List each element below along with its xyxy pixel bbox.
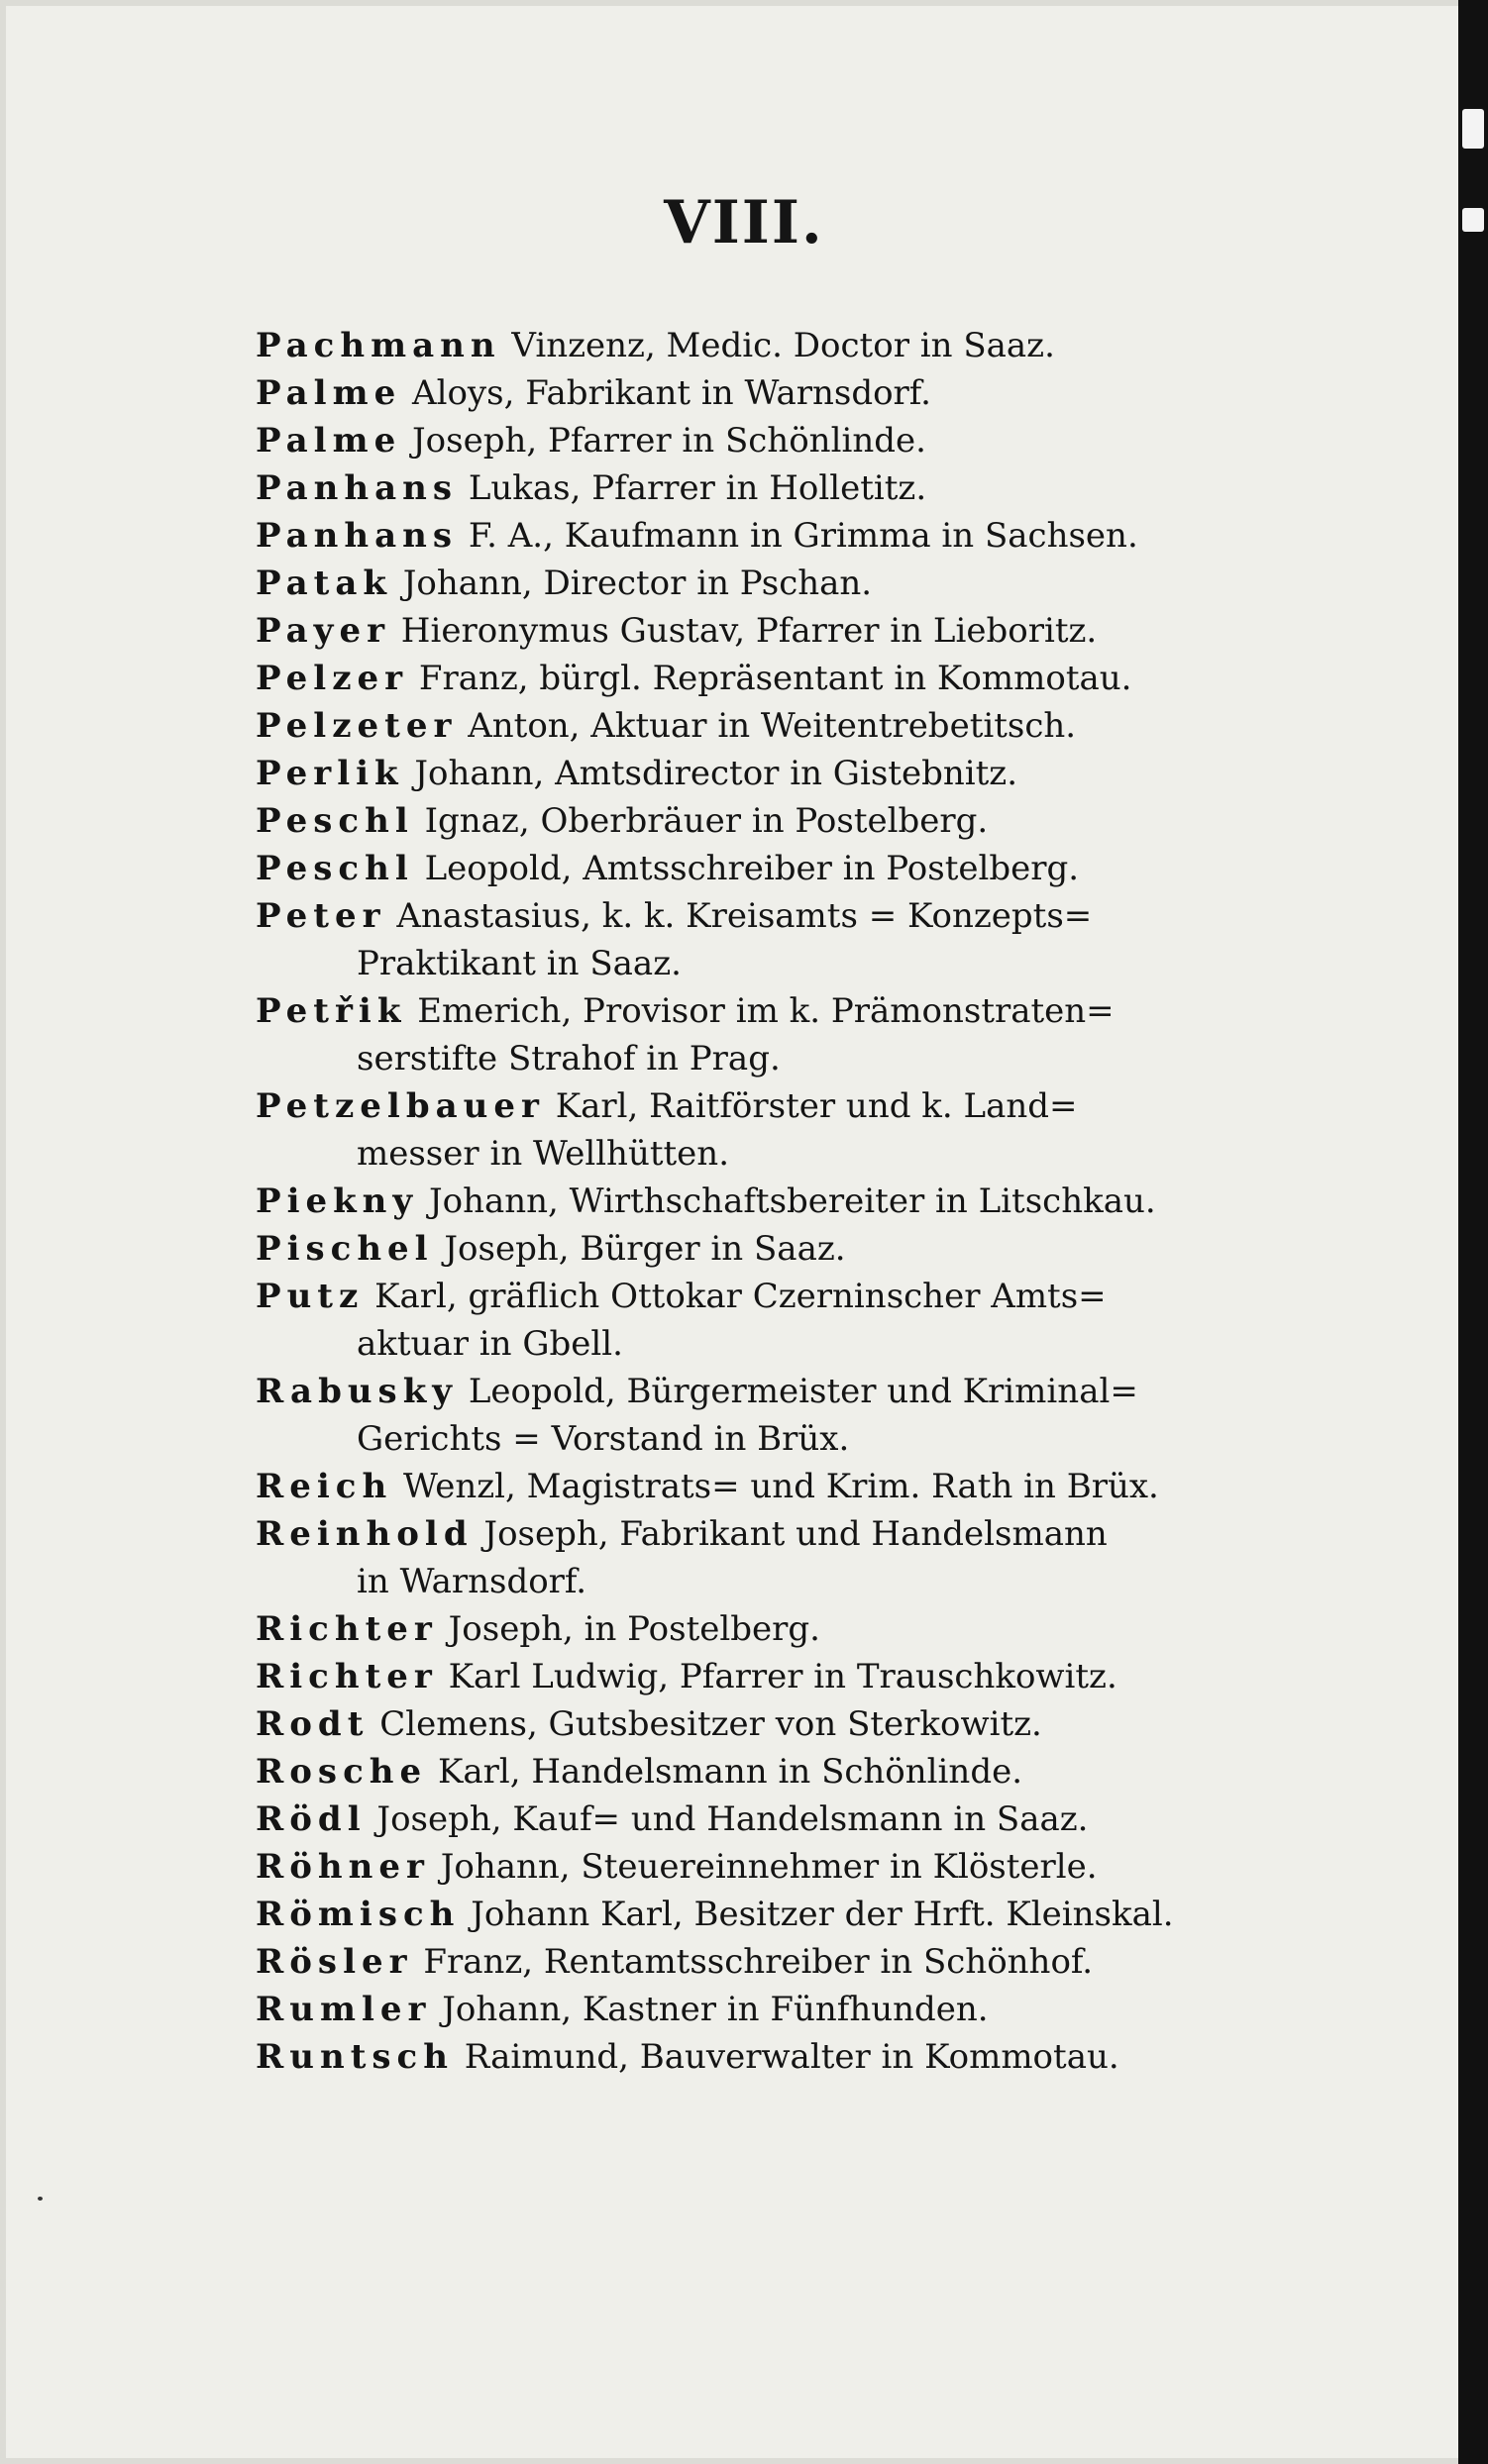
entry-line xyxy=(256,1796,1316,1843)
entry-details: Raimund, Bauverwalter in Kommotau. xyxy=(453,2037,1119,2077)
entry-line xyxy=(256,845,1316,892)
entry-surname: Rumler xyxy=(256,1990,432,2029)
entry-line xyxy=(256,417,1316,464)
entry-details: Franz, Rentamtsschreiber in Schönhof. xyxy=(412,1942,1094,1982)
entry-line xyxy=(256,702,1316,750)
entry-line xyxy=(256,1082,1316,1130)
entry-details: Lukas, Pfarrer in Holletitz. xyxy=(458,468,927,508)
entry-surname: Römisch xyxy=(256,1895,461,1934)
entry-surname: Runtsch xyxy=(256,2037,454,2077)
entry-continuation: messer in Wellhütten. xyxy=(357,1134,730,1174)
entry-surname: Pelzer xyxy=(256,659,409,698)
entry-line xyxy=(256,1653,1316,1700)
entry-surname: Peter xyxy=(256,896,386,936)
entry-continuation: serstifte Strahof in Prag. xyxy=(357,1039,781,1078)
entry-line xyxy=(256,1986,1316,2033)
entry-surname: Reich xyxy=(256,1467,393,1506)
entry-line xyxy=(256,1273,1316,1320)
entry-details: F. A., Kaufmann in Grimma in Sachsen. xyxy=(458,516,1138,556)
entry-details: Hieronymus Gustav, Pfarrer in Lieboritz. xyxy=(389,611,1098,651)
entry-details: Johann, Amtsdirector in Gistebnitz. xyxy=(403,754,1017,793)
entry-surname: Palme xyxy=(256,421,402,461)
entry-line xyxy=(256,987,1316,1035)
entry-details: Wenzl, Magistrats= und Krim. Rath in Brüx. xyxy=(392,1467,1159,1506)
edge-mark xyxy=(1462,109,1484,149)
entry-surname: Petřik xyxy=(256,991,407,1031)
entry-details: Clemens, Gutsbesitzer von Sterkowitz. xyxy=(369,1704,1042,1744)
entry-surname: Putz xyxy=(256,1277,365,1316)
entry-surname: Reinhold xyxy=(256,1514,474,1554)
entry-line xyxy=(256,797,1316,845)
entry-details: Johann, Wirthschaftsbereiter in Litschkau. xyxy=(418,1181,1156,1221)
entry-line xyxy=(256,1843,1316,1891)
page-heading: VIII. xyxy=(664,188,824,257)
entry-details: Joseph, Bürger in Saaz. xyxy=(433,1229,846,1269)
entry-surname: Pachmann xyxy=(256,326,501,365)
page-edge-shadow xyxy=(1458,0,1488,2464)
entry-surname: Palme xyxy=(256,373,402,413)
entry-continuation: Gerichts = Vorstand in Brüx. xyxy=(357,1419,850,1459)
entry-surname: Richter xyxy=(256,1609,438,1649)
entry-surname: Rödl xyxy=(256,1799,367,1839)
entry-surname: Payer xyxy=(256,611,390,651)
entry-surname: Panhans xyxy=(256,468,459,508)
entry-surname: Patak xyxy=(256,564,392,603)
entry-line xyxy=(256,2033,1316,2081)
entry-line xyxy=(256,1463,1316,1510)
entry-line xyxy=(256,1605,1316,1653)
entry-details: Anastasius, k. k. Kreisamts = Konzepts= xyxy=(385,896,1093,936)
entry-line xyxy=(256,369,1316,417)
entry-surname: Rabusky xyxy=(256,1372,459,1411)
entry-details: Joseph, Kauf= und Handelsmann in Saaz. xyxy=(366,1799,1089,1839)
entry-details: Karl, Handelsmann in Schönlinde. xyxy=(427,1752,1023,1792)
entry-details: Emerich, Provisor im k. Prämonstraten= xyxy=(406,991,1115,1031)
entry-surname: Richter xyxy=(256,1657,438,1696)
entry-line xyxy=(256,1510,1316,1558)
entry-line xyxy=(256,464,1316,512)
entry-details: Karl, Raitförster und k. Land= xyxy=(544,1086,1078,1126)
entry-continuation: Praktikant in Saaz. xyxy=(357,944,682,983)
entry-line xyxy=(256,1225,1316,1273)
entry-line xyxy=(256,1178,1316,1225)
entry-details: Aloys, Fabrikant in Warnsdorf. xyxy=(401,373,931,413)
entry-details: Joseph, Fabrikant und Handelsmann xyxy=(473,1514,1108,1554)
entry-line xyxy=(256,322,1316,369)
entry-surname: Röhner xyxy=(256,1847,430,1887)
entry-details: Johann Karl, Besitzer der Hrft. Kleinskal. xyxy=(460,1895,1174,1934)
entry-details: Leopold, Amtsschreiber in Postelberg. xyxy=(413,849,1080,888)
entry-line xyxy=(256,892,1316,940)
entry-continuation: aktuar in Gbell. xyxy=(357,1324,623,1364)
entry-line xyxy=(256,1700,1316,1748)
entry-line xyxy=(256,560,1316,607)
entry-details: Johann, Steuereinnehmer in Klösterle. xyxy=(429,1847,1098,1887)
entry-details: Johann, Director in Pschan. xyxy=(391,564,873,603)
entry-line xyxy=(256,1891,1316,1938)
entry-details: Anton, Aktuar in Weitentrebetitsch. xyxy=(457,706,1077,746)
entry-surname: Rosche xyxy=(256,1752,428,1792)
entry-surname: Peschl xyxy=(256,801,414,841)
entry-line xyxy=(256,750,1316,797)
entry-surname: Pelzeter xyxy=(256,706,458,746)
entry-details: Ignaz, Oberbräuer in Postelberg. xyxy=(413,801,989,841)
entry-details: Joseph, in Postelberg. xyxy=(437,1609,820,1649)
entry-surname: Panhans xyxy=(256,516,459,556)
entry-list xyxy=(256,322,1316,2081)
entry-details: Vinzenz, Medic. Doctor in Saaz. xyxy=(500,326,1055,365)
entry-line xyxy=(256,655,1316,702)
entry-details: Joseph, Pfarrer in Schönlinde. xyxy=(401,421,926,461)
entry-line xyxy=(256,1368,1316,1415)
entry-line xyxy=(256,1748,1316,1796)
entry-details: Karl Ludwig, Pfarrer in Trauschkowitz. xyxy=(437,1657,1117,1696)
entry-details: Karl, gräflich Ottokar Czerninscher Amts= xyxy=(364,1277,1107,1316)
entry-surname: Petzelbauer xyxy=(256,1086,545,1126)
entry-surname: Peschl xyxy=(256,849,414,888)
entry-surname: Piekny xyxy=(256,1181,419,1221)
entry-continuation: in Warnsdorf. xyxy=(357,1562,587,1601)
entry-line xyxy=(256,1938,1316,1986)
entry-line xyxy=(256,512,1316,560)
entry-surname: Rösler xyxy=(256,1942,413,1982)
entry-surname: Rodt xyxy=(256,1704,370,1744)
ink-speck xyxy=(38,2197,43,2201)
entry-line xyxy=(256,607,1316,655)
entry-surname: Perlik xyxy=(256,754,404,793)
entry-details: Leopold, Bürgermeister und Kriminal= xyxy=(458,1372,1138,1411)
entry-details: Franz, bürgl. Repräsentant in Kommotau. xyxy=(408,659,1132,698)
entry-surname: Pischel xyxy=(256,1229,434,1269)
entry-details: Johann, Kastner in Fünfhunden. xyxy=(431,1990,989,2029)
